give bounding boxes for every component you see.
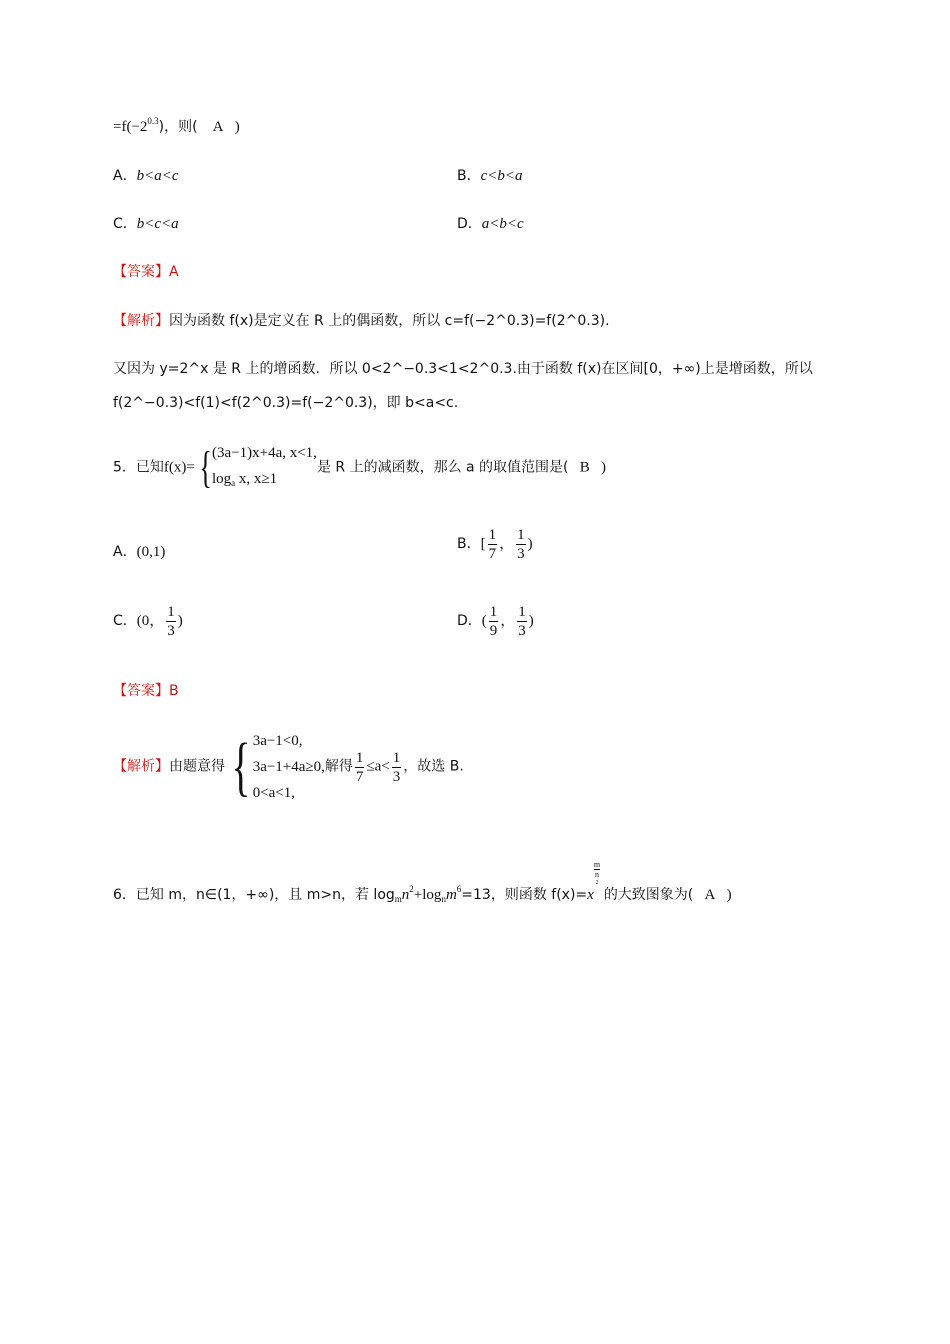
q5-option-c: C．(0， $\frac{1}{3}$ ) <box>113 604 183 639</box>
q5-answer: 【答案】B <box>113 683 179 699</box>
left-brace-icon: { <box>199 443 212 492</box>
q4-analysis-line2: 又因为 y=2^x 是 R 上的增函数．所以 0<2^−0.3<1<2^0.3.由于函数 f(x)在区间[0，+∞)上是增函数，所以 <box>113 361 813 377</box>
q4-answer-choice: A <box>212 119 224 135</box>
q6-answer-choice: A <box>704 887 716 903</box>
q4-option-b: B．c<b<a <box>457 168 523 184</box>
q4-analysis-line3: f(2^−0.3)<f(1)<f(2^0.3)=f(−2^0.3)，即 b<a<c. <box>113 395 459 411</box>
q4-option-d: D．a<b<c <box>457 216 524 232</box>
inequality-system: 3a−1<0, 3a−1+4a≥0, 0<a<1, <box>252 733 325 801</box>
q5-stem: 5．已知f(x)={ (3a−1)x+4a, x<1, $\log_a x$, x≥1 是 R 上的减函数，那么 a 的取值范围是( B ) <box>113 440 606 496</box>
q6-stem: 6．已知 m，n∈(1，+∞)，且 m>n，若 $\log_mn^2+\log_nm^6=13$，则函数 f(x)=x m n $^2$ 的大致图象为( A ) <box>113 860 732 904</box>
q5-option-b: B．[ $\frac{1}{7}$ ， $\frac{1}{3}$ ) <box>457 527 533 562</box>
analysis-tag: 【解析】 <box>113 313 169 329</box>
q5-analysis: 【解析】由题意得{ 3a−1<0, 3a−1+4a≥0, 0<a<1, 解得 $\frac{1}{7}$ ≤a< $\frac{1}{3}$ ，故选 B. <box>113 728 464 806</box>
q5-answer-choice: B <box>579 459 590 476</box>
analysis-tag: 【解析】 <box>113 758 169 775</box>
q4-option-c: C．b<c<a <box>113 216 179 232</box>
q4-stem: $=f(-2^{0.3})$，则( A ) <box>113 116 240 135</box>
left-brace-icon: { <box>231 730 251 803</box>
q5-option-d: D．( $\frac{1}{9}$ ， $\frac{1}{3}$ ) <box>457 604 534 639</box>
q4-answer: 【答案】A <box>113 264 179 280</box>
piecewise-cases: (3a−1)x+4a, x<1, $\log_a x$, x≥1 <box>212 445 317 488</box>
exponent-fraction: m n $^2$ <box>593 860 601 886</box>
q5-option-a: A．(0,1) <box>113 544 166 560</box>
q4-option-a: A．b<a<c <box>113 168 179 184</box>
q4-analysis-line1: 【解析】因为函数 f(x)是定义在 R 上的偶函数，所以 c=f(−2^0.3)=f(2^0.3). <box>113 313 610 329</box>
